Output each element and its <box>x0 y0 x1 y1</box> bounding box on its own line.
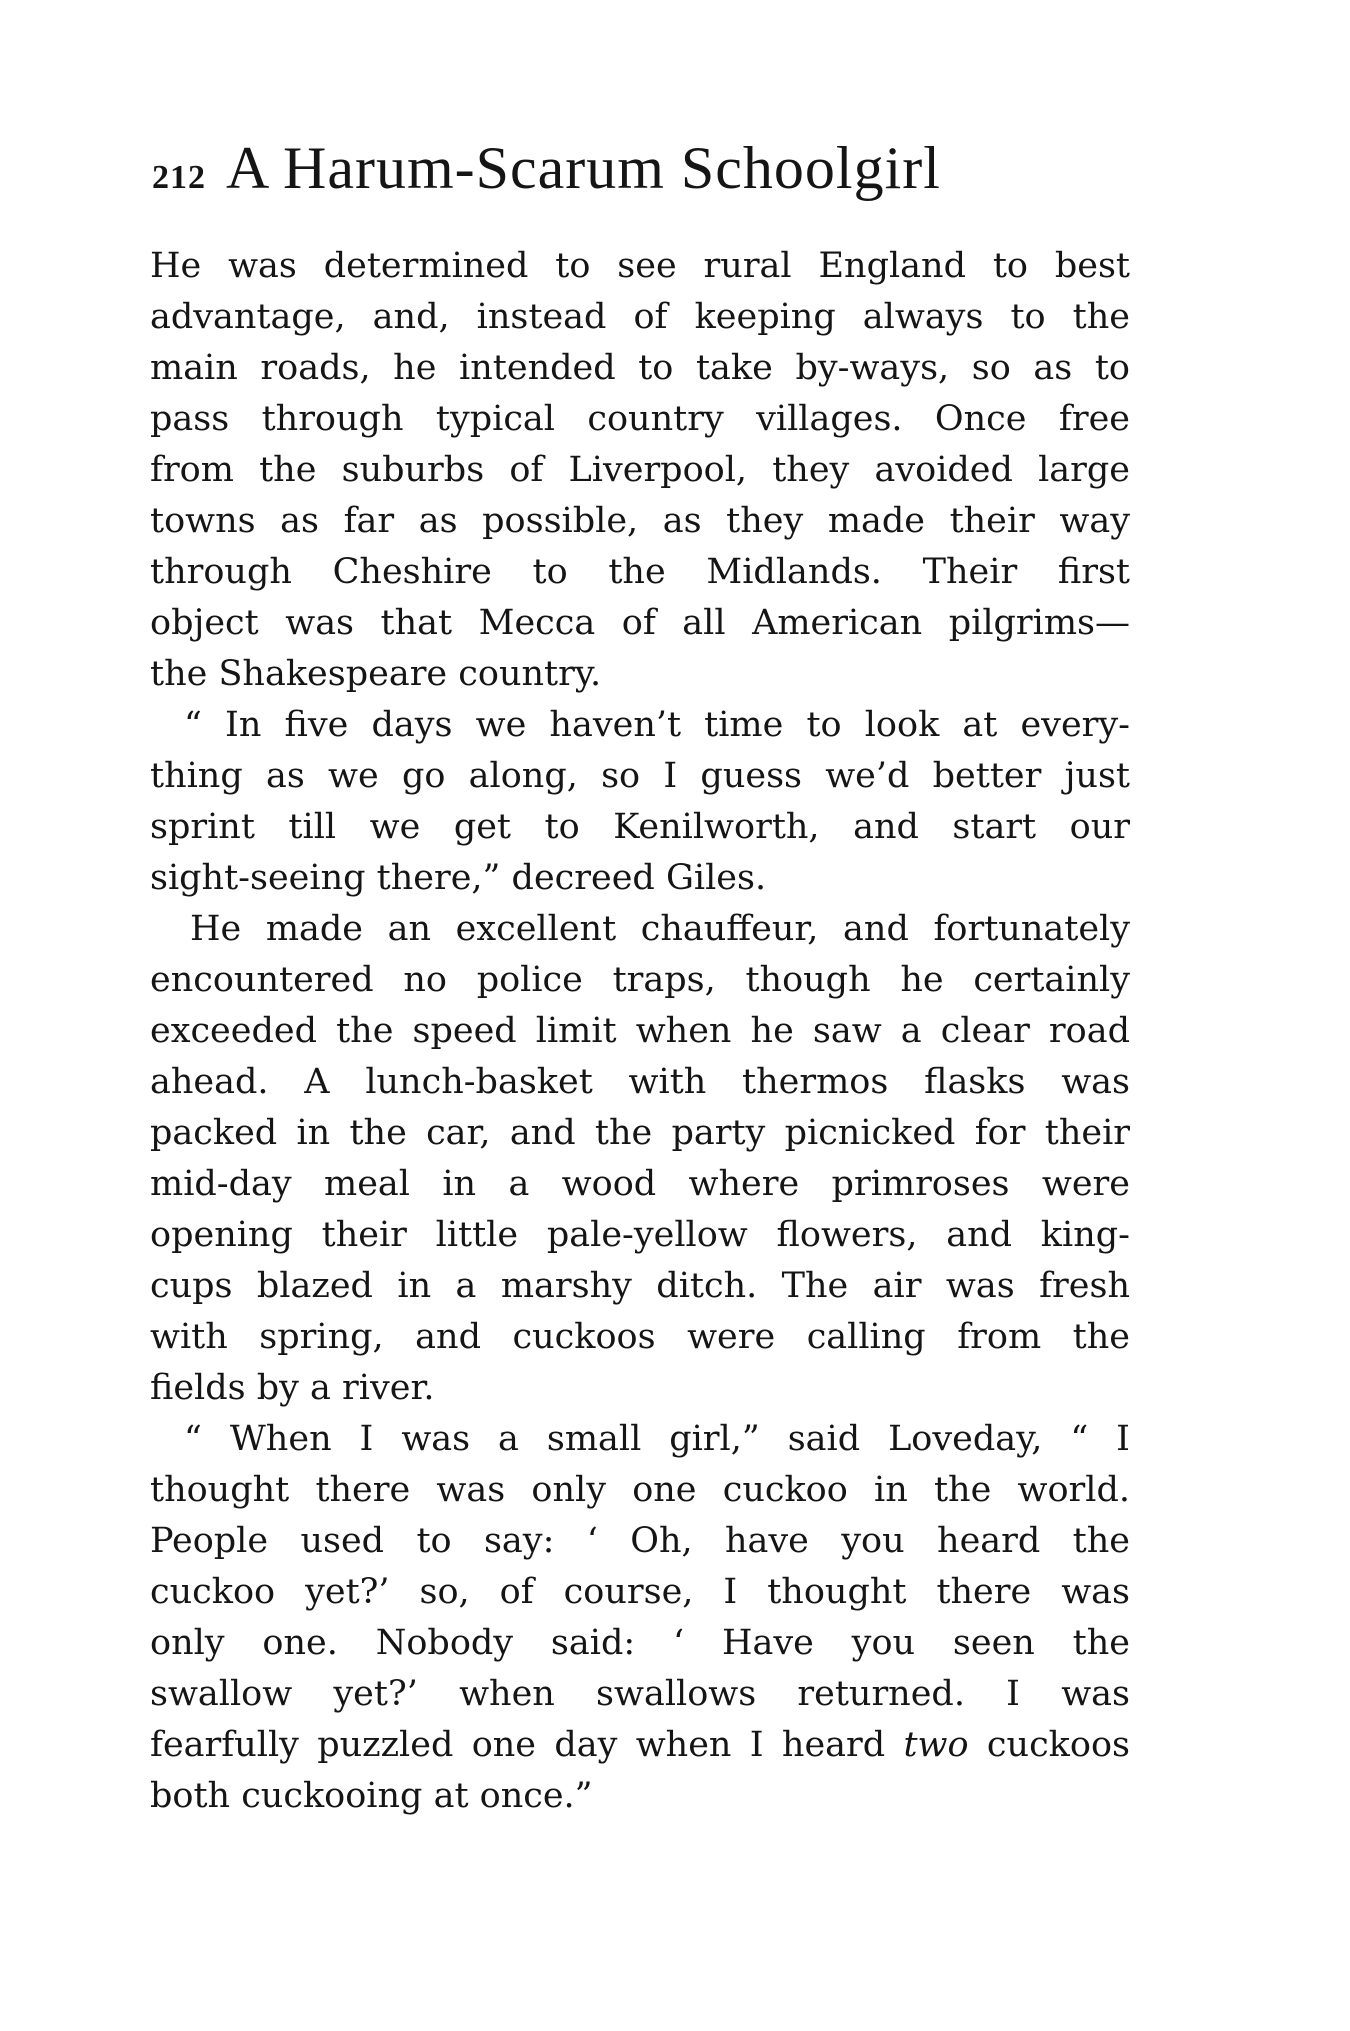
text-line: “ When I was a small girl,” said Loveday, “ I <box>184 1419 1130 1459</box>
text-line: object was that Mecca of all American pilgrims— <box>150 603 1130 643</box>
text-line: People used to say: ‘ Oh, have you heard the <box>150 1521 1130 1561</box>
text-line: thought there was only one cuckoo in the world. <box>150 1470 1130 1510</box>
text-line: the Shakespeare country. <box>150 654 602 694</box>
text-segment: cuckoos <box>986 1725 1130 1765</box>
paragraph <box>150 904 1130 1414</box>
text-line: sight-seeing there,” decreed Giles. <box>150 858 767 898</box>
text-line: encountered no police traps, though he certainly <box>150 960 1130 1000</box>
text-segment: fearfully puzzled one day when I heard <box>150 1725 886 1765</box>
text-line: advantage, and, instead of keeping always to the <box>150 297 1130 337</box>
text-line: exceeded the speed limit when he saw a clear road <box>150 1011 1130 1051</box>
text-line: thing as we go along, so I guess we’d better just <box>150 756 1130 796</box>
text-line: from the suburbs of Liverpool, they avoided large <box>150 450 1130 490</box>
text-line: packed in the car, and the party picnicked for their <box>150 1113 1130 1153</box>
paragraph <box>150 700 1130 904</box>
text-line: cuckoo yet?’ so, of course, I thought there was <box>150 1572 1130 1612</box>
text-line: with spring, and cuckoos were calling from the <box>150 1317 1130 1357</box>
text-line: He was determined to see rural England to best <box>150 246 1130 286</box>
text-line: sprint till we get to Kenilworth, and start our <box>150 807 1130 847</box>
page-number: 212 <box>152 159 206 196</box>
text-line: mid-day meal in a wood where primroses were <box>150 1164 1130 1204</box>
text-line: through Cheshire to the Midlands. Their first <box>150 552 1130 592</box>
text-line: opening their little pale-yellow flowers, and king- <box>150 1215 1130 1255</box>
text-line: fields by a river. <box>150 1368 435 1408</box>
text-line: both cuckooing at once.” <box>150 1776 593 1816</box>
running-header <box>152 128 1152 208</box>
text-line-with-emphasis <box>150 1720 1130 1771</box>
text-line: swallow yet?’ when swallows returned. I was <box>150 1674 1130 1714</box>
book-title: A Harum-Scarum Schoolgirl <box>226 135 941 201</box>
body-text <box>150 241 1130 1822</box>
paragraph <box>150 241 1130 700</box>
text-line: main roads, he intended to take by-ways, so as to <box>150 348 1130 388</box>
text-line: He made an excellent chauffeur, and fortunately <box>190 909 1130 949</box>
text-line: towns as far as possible, as they made their way <box>150 501 1130 541</box>
text-line: only one. Nobody said: ‘ Have you seen the <box>150 1623 1130 1663</box>
text-line: cups blazed in a marshy ditch. The air was fresh <box>150 1266 1130 1306</box>
text-line: pass through typical country villages. Once free <box>150 399 1130 439</box>
text-line: ahead. A lunch-basket with thermos flasks was <box>150 1062 1130 1102</box>
emphasis-word: two <box>903 1725 969 1765</box>
text-line: “ In five days we haven’t time to look at every- <box>184 705 1130 745</box>
paragraph <box>150 1414 1130 1822</box>
